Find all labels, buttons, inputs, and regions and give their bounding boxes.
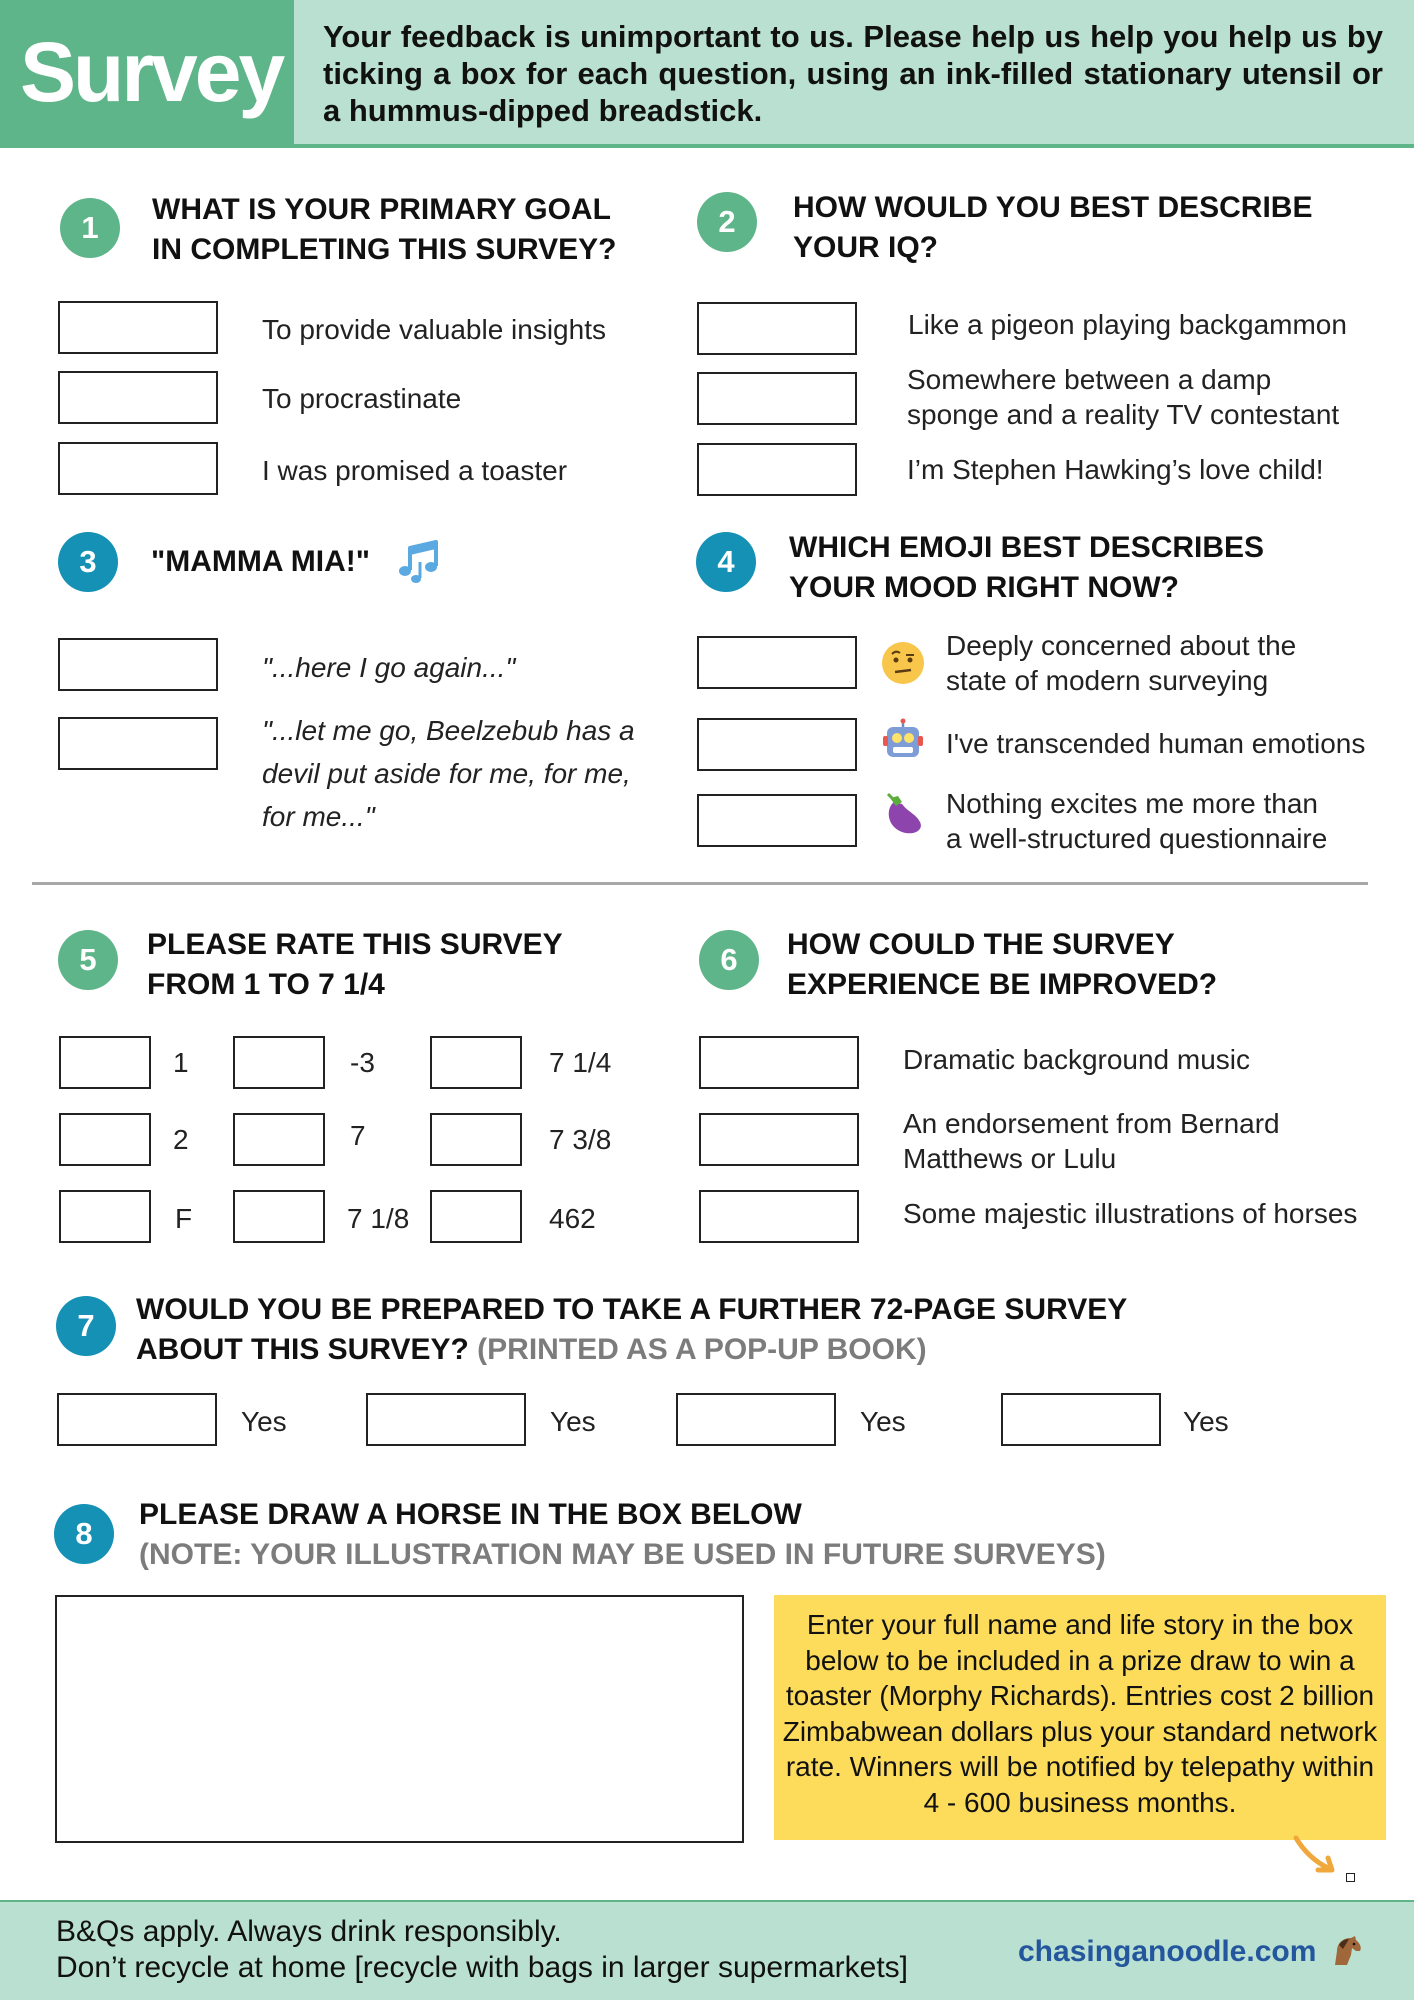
horse-icon	[1329, 1935, 1363, 1967]
page-title: Survey	[20, 25, 283, 119]
question-1-title-line-1: WHAT IS YOUR PRIMARY GOAL	[152, 193, 611, 226]
question-2-title-line-1: HOW WOULD YOU BEST DESCRIBE	[793, 191, 1313, 224]
q5-checkbox-9[interactable]	[430, 1190, 522, 1243]
question-7-note: (PRINTED AS A POP-UP BOOK)	[477, 1333, 927, 1366]
question-number-8: 8	[54, 1504, 114, 1564]
question-8-note: (NOTE: YOUR ILLUSTRATION MAY BE USED IN FUTURE SURVEYS)	[139, 1538, 1106, 1571]
q3-checkbox-1[interactable]	[58, 638, 218, 691]
raised-eyebrow-face-icon	[880, 640, 926, 686]
life-story-entry-box[interactable]	[1346, 1873, 1355, 1882]
intro-text: Your feedback is unimportant to us. Please help us help you help us by ticking a box for each question, using an ink-filled stationary utensil or a hummus-dipped breadstick.	[323, 19, 1383, 128]
q4-option-3-line-1: Nothing excites me more than	[946, 788, 1318, 819]
q4-option-1	[946, 628, 1296, 698]
footer-site-text[interactable]: chasinganoodle.com	[1018, 1935, 1317, 1968]
question-8-title-line-1: PLEASE DRAW A HORSE IN THE BOX BELOW	[139, 1498, 802, 1531]
question-7-title-line-1: WOULD YOU BE PREPARED TO TAKE A FURTHER 72-PAGE SURVEY	[136, 1293, 1128, 1326]
q5-option-1: 1	[173, 1047, 189, 1078]
q6-checkbox-2[interactable]	[699, 1113, 859, 1166]
q7-option-2: Yes	[550, 1406, 596, 1437]
q5-option-7: 7 1/4	[549, 1047, 612, 1078]
q3-option-2-line-2: devil put aside for me, for me,	[262, 758, 631, 789]
q5-option-5: 7	[350, 1120, 366, 1151]
q2-option-1: Like a pigeon playing backgammon	[908, 309, 1347, 340]
question-number-3: 3	[58, 532, 118, 592]
arrow-icon	[1292, 1834, 1344, 1878]
q4-option-1-line-1: Deeply concerned about the	[946, 630, 1297, 661]
question-4-title	[789, 528, 1264, 608]
q6-option-2-line-1: An endorsement from Bernard	[903, 1108, 1280, 1139]
question-number-4: 4	[696, 532, 756, 592]
q5-option-2: 2	[173, 1124, 189, 1155]
robot-face-icon	[880, 718, 926, 764]
q7-checkbox-3[interactable]	[676, 1393, 836, 1446]
question-number-1: 1	[60, 198, 120, 258]
q6-checkbox-3[interactable]	[699, 1190, 859, 1243]
question-4-title-line-2: YOUR MOOD RIGHT NOW?	[789, 571, 1179, 604]
q4-option-3-line-2: a well-structured questionnaire	[946, 823, 1328, 854]
prize-draw-notice: Enter your full name and life story in the box below to be included in a prize draw to win a toaster (Morphy Richards). Entries cost 2 billion Zimbabwean dollars plus your standard network rate. Winners will be notified by telepathy within 4 - 600 business months.	[774, 1595, 1386, 1840]
q6-option-2	[903, 1106, 1280, 1176]
q6-option-1: Dramatic background music	[903, 1044, 1251, 1075]
question-5-title	[147, 925, 563, 1005]
q2-checkbox-2[interactable]	[697, 372, 857, 425]
question-7-title-line-2-text: ABOUT THIS SURVEY?	[136, 1333, 469, 1366]
q4-checkbox-1[interactable]	[697, 636, 857, 689]
q4-option-3	[946, 786, 1327, 856]
q2-checkbox-1[interactable]	[697, 302, 857, 355]
title-badge	[0, 0, 294, 148]
question-6-title-line-1: HOW COULD THE SURVEY	[787, 928, 1175, 961]
question-5-title-line-2: FROM 1 TO 7 1/4	[147, 968, 385, 1001]
question-number-2: 2	[697, 192, 757, 252]
q1-option-1: To provide valuable insights	[262, 314, 606, 345]
q3-checkbox-2[interactable]	[58, 717, 218, 770]
question-6-title-line-2: EXPERIENCE BE IMPROVED?	[787, 968, 1218, 1001]
header-banner	[0, 0, 1414, 148]
q2-checkbox-3[interactable]	[697, 443, 857, 496]
q5-checkbox-3[interactable]	[59, 1190, 151, 1243]
question-5-title-line-1: PLEASE RATE THIS SURVEY	[147, 928, 563, 961]
footer	[0, 1900, 1414, 2000]
q3-option-2-line-1: "...let me go, Beelzebub has a	[262, 715, 635, 746]
q1-option-2: To procrastinate	[262, 383, 462, 414]
q5-checkbox-4[interactable]	[233, 1036, 325, 1089]
q1-checkbox-1[interactable]	[58, 301, 218, 354]
question-7-title-line-2	[136, 1330, 1127, 1370]
footer-line-2: Don’t recycle at home [recycle with bags in larger supermarkets]	[56, 1951, 909, 1984]
q7-option-1: Yes	[241, 1406, 287, 1437]
q5-option-4: -3	[350, 1047, 375, 1078]
q5-checkbox-6[interactable]	[233, 1190, 325, 1243]
q2-option-2-line-2: sponge and a reality TV contestant	[907, 399, 1340, 430]
q5-checkbox-8[interactable]	[430, 1113, 522, 1166]
q1-checkbox-3[interactable]	[58, 442, 218, 495]
q3-option-2-line-3: for me..."	[262, 801, 375, 832]
q2-option-2-line-1: Somewhere between a damp	[907, 364, 1272, 395]
q5-option-6: 7 1/8	[347, 1203, 410, 1234]
q4-checkbox-2[interactable]	[697, 718, 857, 771]
horse-drawing-area[interactable]	[55, 1595, 744, 1843]
q1-checkbox-2[interactable]	[58, 371, 218, 424]
q2-option-3: I’m Stephen Hawking’s love child!	[907, 454, 1324, 485]
musical-notes-icon	[396, 536, 446, 586]
question-number-5: 5	[58, 930, 118, 990]
question-4-title-line-1: WHICH EMOJI BEST DESCRIBES	[789, 531, 1265, 564]
q1-option-3: I was promised a toaster	[262, 455, 568, 486]
footer-line-1: B&Qs apply. Always drink responsibly.	[56, 1915, 562, 1948]
q5-checkbox-7[interactable]	[430, 1036, 522, 1089]
q4-option-1-line-2: state of modern surveying	[946, 665, 1269, 696]
q4-checkbox-3[interactable]	[697, 794, 857, 847]
q4-option-2: I've transcended human emotions	[946, 728, 1366, 759]
q5-checkbox-5[interactable]	[233, 1113, 325, 1166]
eggplant-icon	[880, 790, 926, 836]
q7-checkbox-1[interactable]	[57, 1393, 217, 1446]
question-2-title-line-2: YOUR IQ?	[793, 231, 939, 264]
q6-option-3: Some majestic illustrations of horses	[903, 1198, 1358, 1229]
question-2-title	[793, 188, 1312, 268]
q5-option-9: 462	[549, 1203, 596, 1234]
q5-option-3: F	[175, 1203, 193, 1234]
q7-checkbox-2[interactable]	[366, 1393, 526, 1446]
question-number-6: 6	[699, 930, 759, 990]
q6-checkbox-1[interactable]	[699, 1036, 859, 1089]
question-1-title-line-2: IN COMPLETING THIS SURVEY?	[152, 233, 617, 266]
q7-option-4: Yes	[1183, 1406, 1229, 1437]
q5-checkbox-2[interactable]	[59, 1113, 151, 1166]
q7-option-3: Yes	[860, 1406, 906, 1437]
q5-option-8: 7 3/8	[549, 1124, 612, 1155]
q5-checkbox-1[interactable]	[59, 1036, 151, 1089]
q3-option-1: "...here I go again..."	[262, 652, 516, 683]
question-3-title: "MAMMA MIA!"	[151, 545, 370, 578]
question-7-title	[136, 1290, 1127, 1370]
q3-option-2	[262, 709, 635, 838]
question-1-title	[152, 190, 617, 270]
q7-checkbox-4[interactable]	[1001, 1393, 1161, 1446]
footer-site-link[interactable]	[1018, 1932, 1363, 1972]
section-divider	[32, 882, 1368, 885]
q2-option-2	[907, 362, 1339, 432]
question-6-title	[787, 925, 1217, 1005]
question-8-title	[139, 1495, 1106, 1575]
question-number-7: 7	[56, 1296, 116, 1356]
q6-option-2-line-2: Matthews or Lulu	[903, 1143, 1117, 1174]
